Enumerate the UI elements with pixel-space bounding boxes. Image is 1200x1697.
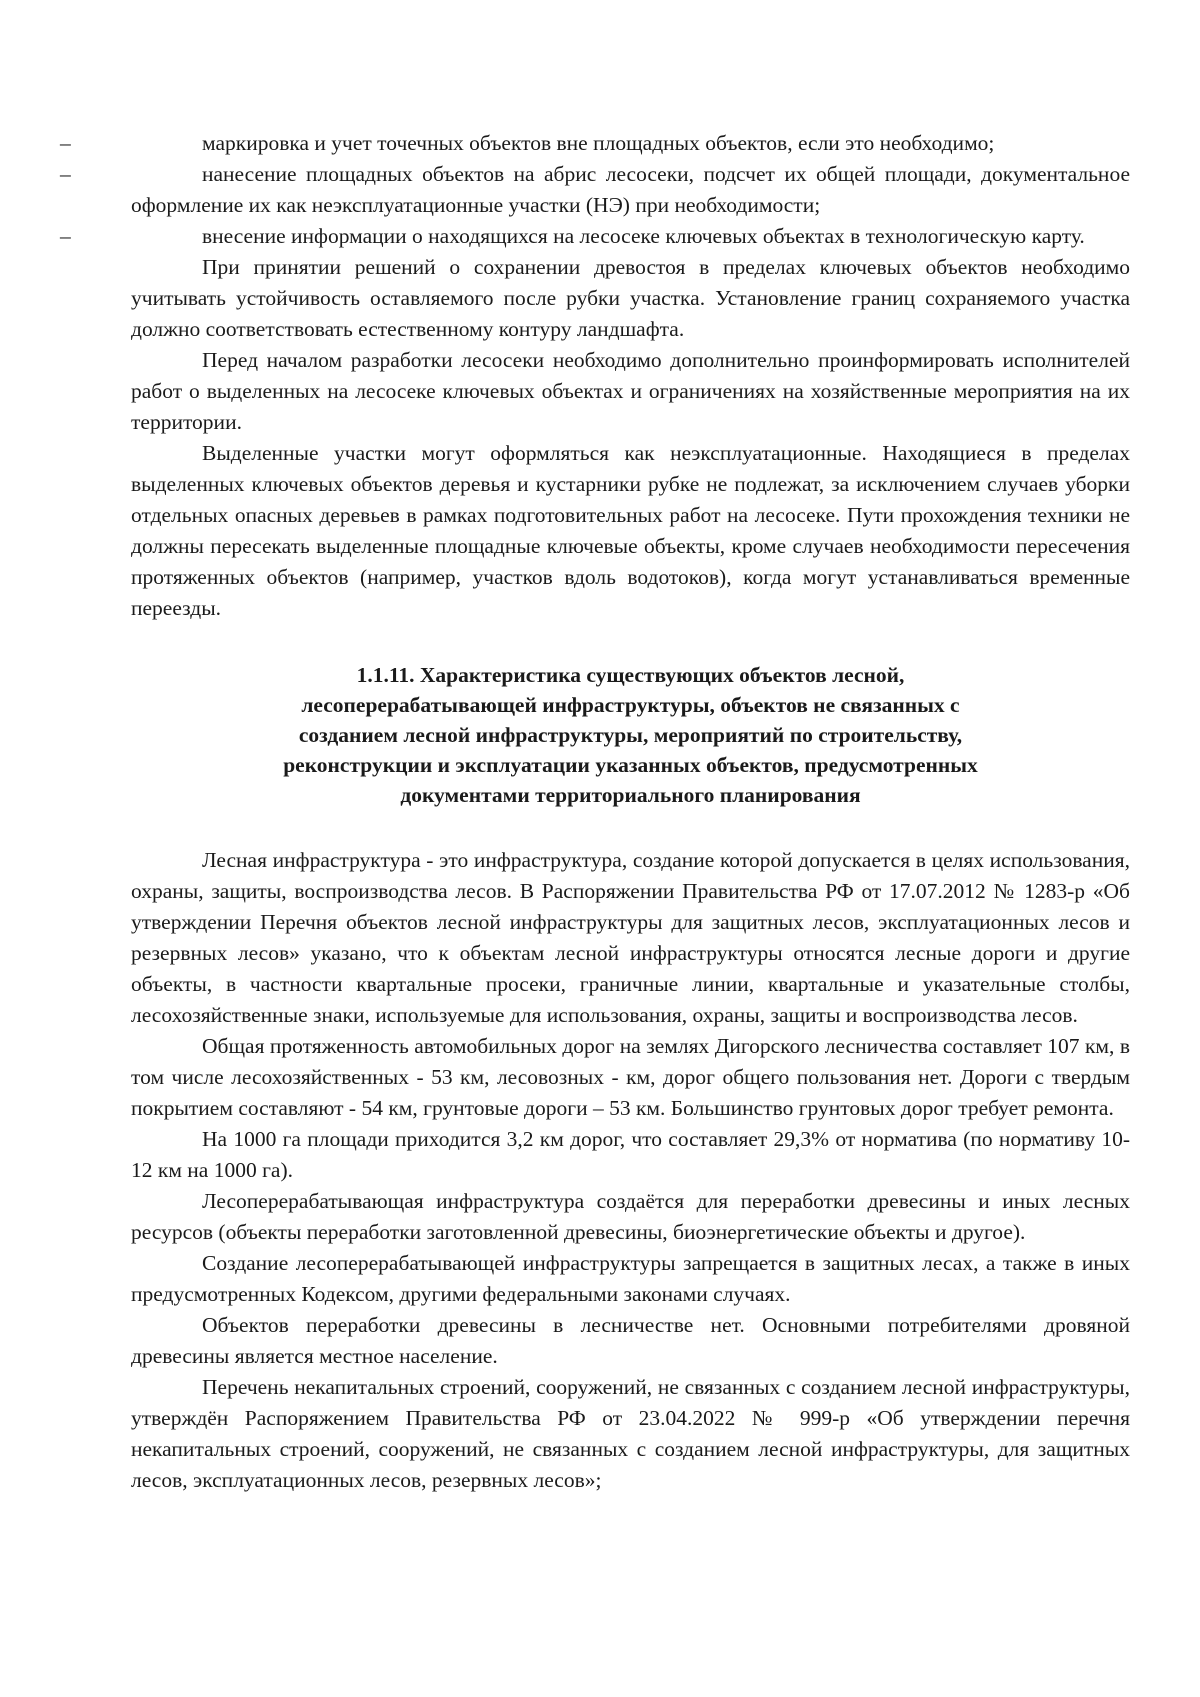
paragraph: Создание лесоперерабатывающей инфраструктуры запрещается в защитных лесах, а также в иных предусмотренных Кодексом, другими федеральными законами случаях. <box>131 1251 1130 1306</box>
section-heading-line: 1.1.11. Характеристика существующих объектов лесной, <box>356 663 905 687</box>
list-dash: – <box>60 162 71 186</box>
list-item-text: нанесение площадных объектов на абрис лесосеки, подсчет их общей площади, документальное оформление их как неэксплуатационные участки (НЭ) при необходимости; <box>131 162 1130 217</box>
list-item <box>60 128 1130 159</box>
list-dash: – <box>60 131 71 155</box>
section-heading <box>131 660 1130 810</box>
list-item <box>60 221 1130 252</box>
paragraph: Перечень некапитальных строений, сооружений, не связанных с созданием лесной инфраструктуры, утверждён Распоряжением Правительства РФ от 23.04.2022 № 999-р «Об утверждении перечня некапитальных строений, сооружений, не связанных с созданием лесной инфраструктуры, для защитных лесов, эксплуатационных лесов, резервных лесов»; <box>131 1375 1130 1492</box>
section-heading-line: реконструкции и эксплуатации указанных объектов, предусмотренных <box>283 753 978 777</box>
paragraph: Объектов переработки древесины в лесничестве нет. Основными потребителями дровяной древесины является местное население. <box>131 1313 1130 1368</box>
section-heading-line: лесоперерабатывающей инфраструктуры, объектов не связанных с <box>301 693 960 717</box>
section-heading-line: документами территориального планирования <box>400 783 861 807</box>
section-heading-line: созданием лесной инфраструктуры, мероприятий по строительству, <box>298 723 963 747</box>
list-item-text: маркировка и учет точечных объектов вне площадных объектов, если это необходимо; <box>202 131 995 155</box>
paragraph: Лесоперерабатывающая инфраструктура создаётся для переработки древесины и иных лесных ресурсов (объекты переработки заготовленной древесины, биоэнергетические объекты и другое). <box>131 1189 1130 1244</box>
paragraph: Выделенные участки могут оформляться как неэксплуатационные. Находящиеся в пределах выделенных ключевых объектов деревья и кустарники рубке не подлежат, за исключением случаев уборки отдельных опасных деревьев в рамках подготовительных работ на лесосеке. Пути прохождения техники не должны пересекать выделенные площадные ключевые объекты, кроме случаев необходимости пересечения протяженных объектов (например, участков вдоль водотоков), когда могут устанавливаться временные переезды. <box>131 441 1130 620</box>
document-page <box>60 128 1130 1496</box>
paragraph: Перед началом разработки лесосеки необходимо дополнительно проинформировать исполнителей работ о выделенных на лесосеке ключевых объектах и ограничениях на хозяйственные мероприятия на их территории. <box>131 348 1130 434</box>
list-item-text: внесение информации о находящихся на лесосеке ключевых объектах в технологическую карту. <box>202 224 1085 248</box>
list-dash: – <box>60 224 71 248</box>
paragraph: Лесная инфраструктура - это инфраструктура, создание которой допускается в целях использования, охраны, защиты, воспроизводства лесов. В Распоряжении Правительства РФ от 17.07.2012 № 1283-р «Об утверждении Перечня объектов лесной инфраструктуры для защитных лесов, эксплуатационных лесов и резервных лесов» указано, что к объектам лесной инфраструктуры относятся лесные дороги и другие объекты, в частности квартальные просеки, граничные линии, квартальные и указательные столбы, лесохозяйственные знаки, используемые для использования, охраны, защиты и воспроизводства лесов. <box>131 848 1130 1027</box>
list-item <box>60 159 1130 221</box>
paragraph: Общая протяженность автомобильных дорог на землях Дигорского лесничества составляет 107 км, в том числе лесохозяйственных - 53 км, лесовозных - км, дорог общего пользования нет. Дороги с твердым покрытием составляют - 54 км, грунтовые дороги – 53 км. Большинство грунтовых дорог требует ремонта. <box>131 1034 1130 1120</box>
paragraph: При принятии решений о сохранении древостоя в пределах ключевых объектов необходимо учитывать устойчивость оставляемого после рубки участка. Установление границ сохраняемого участка должно соответствовать естественному контуру ландшафта. <box>131 255 1130 341</box>
paragraph: На 1000 га площади приходится 3,2 км дорог, что составляет 29,3% от норматива (по нормативу 10-12 км на 1000 га). <box>131 1127 1130 1182</box>
